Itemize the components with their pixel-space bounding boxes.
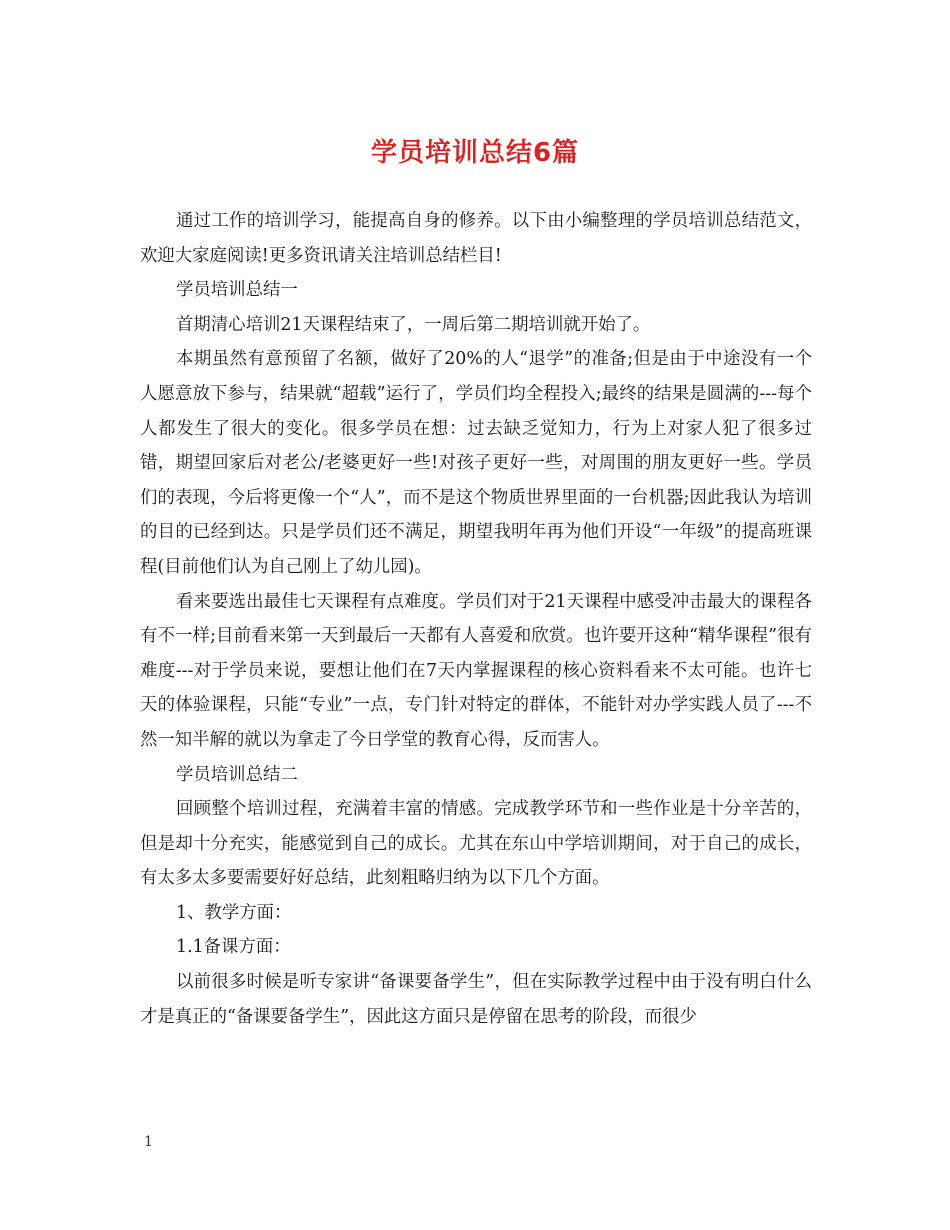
body-paragraph: 首期清心培训21天课程结束了，一周后第二期培训就开始了。 [176,314,651,335]
document-title: 学员培训总结6篇 [370,138,580,168]
body-paragraph: 回顾整个培训过程，充满着丰富的情感。完成教学环节和一些作业是十分辛苦的，但是却十分充实，能感觉到自己的成长。尤其在东山中学培训期间，对于自己的成长，有太多太多要需要好好总结，此刻粗略归纳为以下几个方面。 [140,799,812,889]
body-paragraph: 以前很多时候是听专家讲“备课要备学生”，但在实际教学过程中由于没有明白什么才是真正的“备课要备学生”，因此这方面只是停留在思考的阶段，而很少 [140,972,812,1027]
intro-paragraph: 通过工作的培训学习，能提高自身的修养。以下由小编整理的学员培训总结范文，欢迎大家庭阅读!更多资讯请关注培训总结栏目! [140,211,812,266]
list-heading: 1、教学方面： [176,902,292,923]
body-paragraph: 看来要选出最佳七天课程有点难度。学员们对于21天课程中感受冲击最大的课程各有不一样;目前看来第一天到最后一天都有人喜爱和欣赏。也许要开这种“精华课程”很有难度---对于学员来说，要想让他们在7天内掌握课程的核心资料看来不太可能。也许七天的体验课程，只能“专业”一点，专门针对特定的群体，不能针对办学实践人员了---不然一知半解的就以为拿走了今日学堂的教育心得，反而害人。 [140,591,812,750]
page-number: 1 [144,1134,153,1150]
section-heading-1: 学员培训总结一 [176,280,298,301]
section-heading-2: 学员培训总结二 [176,764,298,785]
document-body [140,204,812,1034]
body-paragraph: 本期虽然有意预留了名额，做好了20%的人“退学”的准备;但是由于中途没有一个人愿意放下参与，结果就“超载”运行了，学员们均全程投入;最终的结果是圆满的---每个人都发生了很大的变化。很多学员在想：过去缺乏觉知力，行为上对家人犯了很多过错，期望回家后对老公/老婆更好一些!对孩子更好一些，对周围的朋友更好一些。学员们的表现，今后将更像一个“人”，而不是这个物质世界里面的一台机器;因此我认为培训的目的已经到达。只是学员们还不满足，期望我明年再为他们开设“一年级”的提高班课程(目前他们认为自己刚上了幼儿园)。 [140,349,812,577]
list-subheading: 1.1备课方面： [176,937,291,958]
